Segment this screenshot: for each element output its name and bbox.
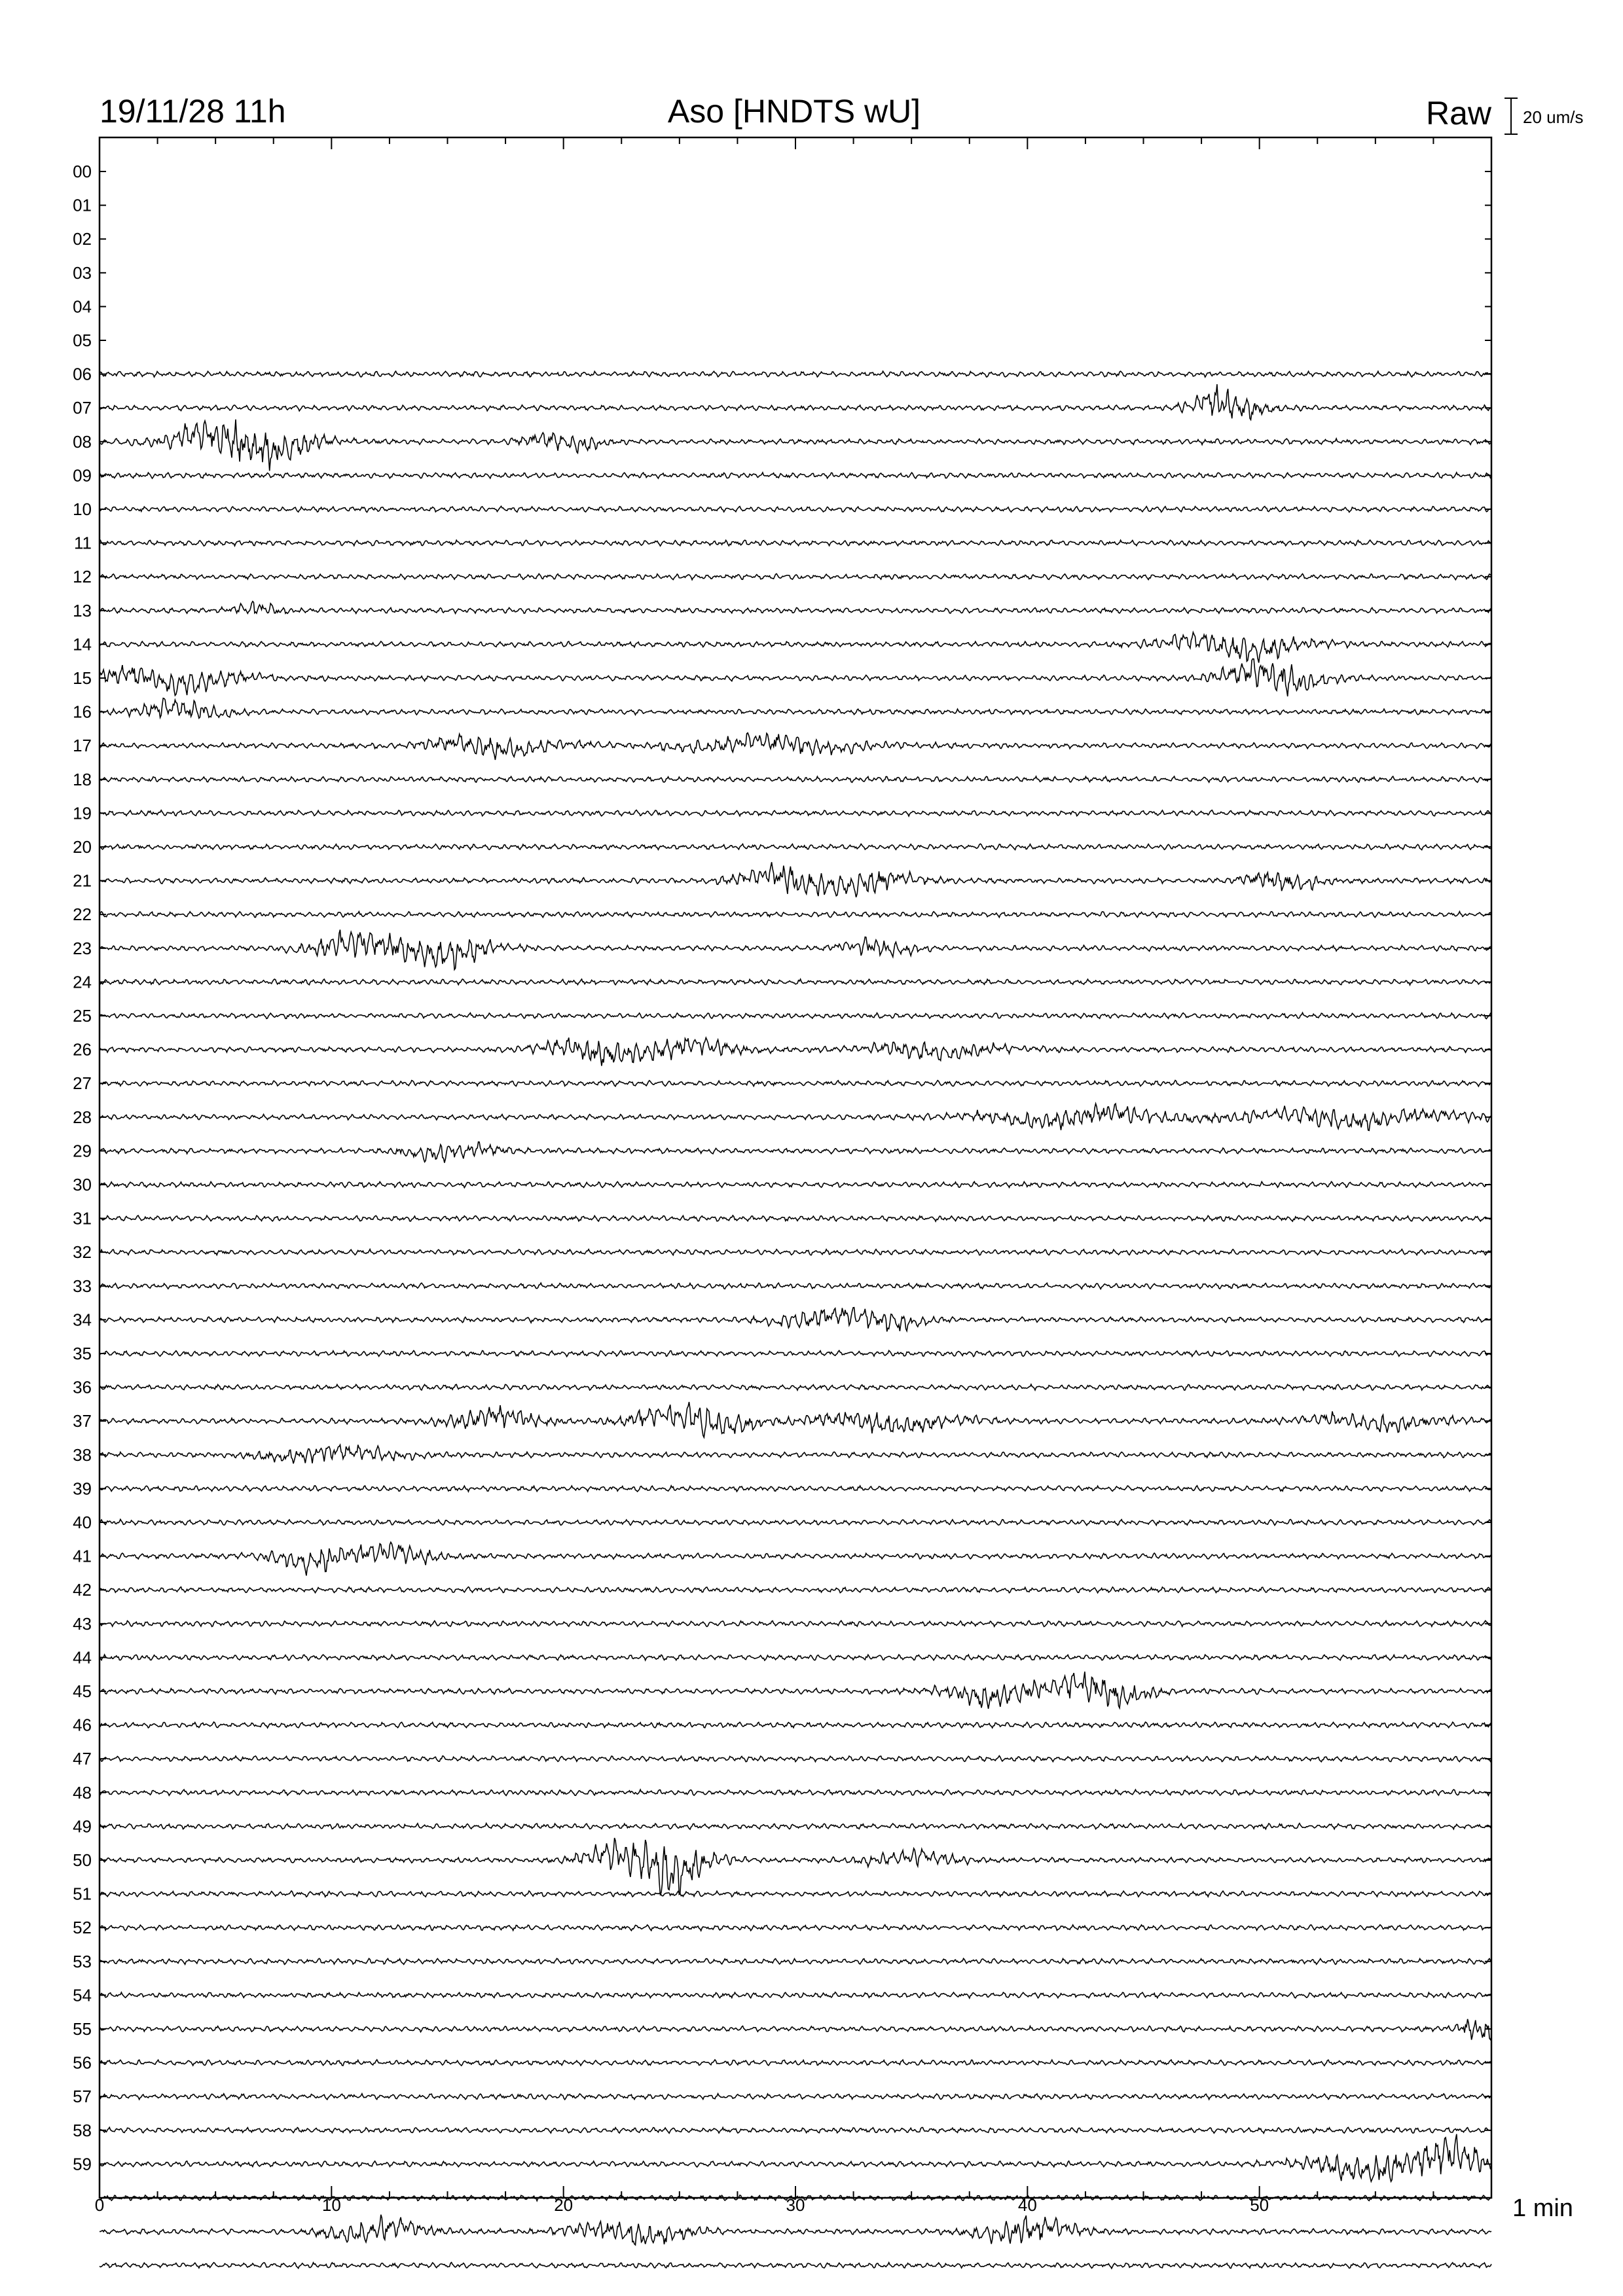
trace-row-11 bbox=[100, 540, 1491, 546]
trace-row-24 bbox=[100, 979, 1491, 985]
row-label: 53 bbox=[73, 1951, 92, 1971]
x-unit-label: 1 min bbox=[1512, 2195, 1573, 2222]
trace-row-17 bbox=[100, 733, 1491, 760]
trace-row-41 bbox=[100, 1542, 1491, 1575]
trace-row-51 bbox=[100, 1891, 1491, 1897]
row-label: 44 bbox=[73, 1647, 92, 1668]
row-label: 55 bbox=[73, 2019, 92, 2039]
x-tick-label: 0 bbox=[94, 2195, 105, 2215]
trace-row-36 bbox=[100, 1384, 1491, 1390]
row-label: 14 bbox=[73, 634, 92, 655]
trace-row-29 bbox=[100, 1142, 1491, 1163]
trace-row-53 bbox=[100, 1958, 1491, 1964]
row-label: 11 bbox=[74, 533, 92, 553]
row-label: 07 bbox=[73, 398, 92, 418]
row-label: 43 bbox=[73, 1613, 92, 1634]
trace-row-38 bbox=[100, 1445, 1491, 1464]
row-label: 35 bbox=[73, 1344, 92, 1363]
trace-row-37 bbox=[100, 1402, 1491, 1437]
x-tick-label: 40 bbox=[1017, 2195, 1037, 2215]
trace-row-62 bbox=[100, 2263, 1491, 2269]
trace-row-9 bbox=[100, 473, 1491, 478]
row-label: 09 bbox=[73, 465, 92, 486]
row-label: 03 bbox=[73, 262, 92, 283]
row-label: 59 bbox=[73, 2154, 92, 2174]
x-tick-label: 20 bbox=[554, 2195, 574, 2215]
seismic-traces bbox=[100, 371, 1491, 2269]
row-label: 58 bbox=[73, 2120, 92, 2140]
row-label: 17 bbox=[73, 736, 92, 756]
trace-row-18 bbox=[100, 776, 1491, 782]
row-label: 41 bbox=[73, 1546, 92, 1566]
row-label: 56 bbox=[73, 2053, 92, 2073]
row-labels bbox=[73, 162, 1491, 2174]
header-station: Aso [HNDTS wU] bbox=[667, 93, 921, 130]
trace-row-56 bbox=[100, 2060, 1491, 2066]
trace-row-49 bbox=[100, 1823, 1491, 1829]
x-tick-label: 10 bbox=[321, 2195, 341, 2215]
trace-row-30 bbox=[100, 1181, 1491, 1187]
trace-row-32 bbox=[100, 1249, 1491, 1255]
trace-row-23 bbox=[100, 930, 1491, 970]
trace-row-46 bbox=[100, 1722, 1491, 1728]
x-tick-label: 30 bbox=[786, 2195, 805, 2215]
trace-row-45 bbox=[100, 1672, 1491, 1709]
x-axis bbox=[95, 2186, 1491, 2215]
row-label: 12 bbox=[73, 567, 92, 587]
trace-row-33 bbox=[100, 1283, 1491, 1289]
row-label: 05 bbox=[73, 331, 92, 350]
row-label: 51 bbox=[73, 1884, 92, 1904]
trace-row-22 bbox=[100, 912, 1491, 918]
row-label: 37 bbox=[73, 1411, 92, 1431]
trace-row-31 bbox=[100, 1215, 1491, 1221]
row-label: 22 bbox=[73, 905, 92, 925]
row-label: 21 bbox=[73, 870, 92, 891]
trace-row-48 bbox=[100, 1789, 1491, 1795]
row-label: 06 bbox=[73, 364, 92, 384]
row-label: 26 bbox=[73, 1039, 92, 1060]
trace-row-50 bbox=[100, 1838, 1491, 1895]
trace-row-44 bbox=[100, 1655, 1491, 1660]
trace-row-10 bbox=[100, 506, 1491, 512]
row-label: 02 bbox=[73, 229, 92, 249]
trace-row-35 bbox=[100, 1350, 1491, 1356]
row-label: 57 bbox=[73, 2087, 92, 2107]
row-label: 31 bbox=[73, 1208, 92, 1229]
row-label: 13 bbox=[73, 600, 92, 620]
row-label: 25 bbox=[73, 1006, 92, 1026]
trace-row-34 bbox=[100, 1308, 1491, 1332]
trace-row-54 bbox=[100, 1992, 1491, 1998]
trace-row-16 bbox=[100, 698, 1491, 719]
trace-row-12 bbox=[100, 574, 1491, 580]
trace-row-52 bbox=[100, 1925, 1491, 1931]
header-mode: Raw bbox=[1425, 95, 1491, 132]
trace-row-42 bbox=[100, 1587, 1491, 1593]
row-label: 50 bbox=[73, 1850, 92, 1870]
row-label: 16 bbox=[73, 702, 92, 722]
row-label: 28 bbox=[73, 1107, 92, 1127]
row-label: 42 bbox=[73, 1580, 92, 1600]
row-label: 46 bbox=[73, 1715, 92, 1735]
row-label: 39 bbox=[73, 1479, 92, 1499]
row-label: 19 bbox=[73, 803, 92, 823]
row-label: 30 bbox=[73, 1175, 92, 1194]
trace-row-27 bbox=[100, 1081, 1491, 1086]
trace-row-8 bbox=[100, 420, 1491, 471]
trace-row-25 bbox=[100, 1013, 1491, 1018]
row-label: 40 bbox=[73, 1513, 92, 1532]
row-label: 34 bbox=[73, 1310, 92, 1330]
trace-row-13 bbox=[100, 601, 1491, 614]
trace-row-57 bbox=[100, 2094, 1491, 2100]
trace-row-58 bbox=[100, 2127, 1491, 2133]
row-label: 36 bbox=[73, 1377, 92, 1397]
trace-row-21 bbox=[100, 862, 1491, 897]
trace-row-28 bbox=[100, 1103, 1491, 1130]
trace-row-19 bbox=[100, 810, 1491, 816]
row-label: 00 bbox=[73, 162, 92, 181]
row-label: 18 bbox=[73, 769, 92, 789]
scale-bar-label: 20 um/s bbox=[1523, 107, 1584, 127]
trace-row-26 bbox=[100, 1037, 1491, 1066]
trace-row-59 bbox=[100, 2134, 1491, 2181]
row-label: 38 bbox=[73, 1444, 92, 1465]
trace-row-7 bbox=[100, 384, 1491, 420]
row-label: 08 bbox=[73, 431, 92, 452]
trace-row-20 bbox=[100, 844, 1491, 850]
row-label: 23 bbox=[73, 938, 92, 958]
row-label: 27 bbox=[73, 1073, 92, 1094]
amplitude-scale-bar bbox=[1504, 98, 1584, 134]
row-label: 29 bbox=[73, 1141, 92, 1161]
x-tick-label: 50 bbox=[1250, 2195, 1269, 2215]
row-label: 48 bbox=[73, 1782, 92, 1803]
trace-row-55 bbox=[100, 2019, 1491, 2040]
trace-row-15 bbox=[100, 659, 1491, 697]
row-label: 15 bbox=[73, 668, 92, 688]
row-label: 45 bbox=[73, 1681, 92, 1701]
trace-row-14 bbox=[100, 632, 1491, 663]
plot-frame bbox=[100, 137, 1491, 2198]
row-label: 04 bbox=[73, 296, 92, 317]
trace-row-39 bbox=[100, 1486, 1491, 1492]
trace-row-47 bbox=[100, 1756, 1491, 1762]
row-label: 52 bbox=[73, 1918, 92, 1938]
top-minor-ticks bbox=[100, 137, 1491, 149]
trace-row-40 bbox=[100, 1519, 1491, 1525]
header-datetime: 19/11/28 11h bbox=[100, 93, 286, 130]
row-label: 01 bbox=[73, 195, 92, 215]
row-label: 32 bbox=[73, 1242, 92, 1263]
row-label: 33 bbox=[73, 1276, 92, 1296]
row-label: 24 bbox=[73, 972, 92, 992]
trace-row-61 bbox=[100, 2215, 1491, 2245]
row-label: 49 bbox=[73, 1816, 92, 1837]
trace-row-6 bbox=[100, 371, 1491, 377]
row-label: 10 bbox=[73, 499, 92, 519]
row-label: 54 bbox=[73, 1985, 92, 2005]
row-label: 47 bbox=[73, 1749, 92, 1769]
trace-row-43 bbox=[100, 1621, 1491, 1626]
row-label: 20 bbox=[73, 837, 92, 857]
